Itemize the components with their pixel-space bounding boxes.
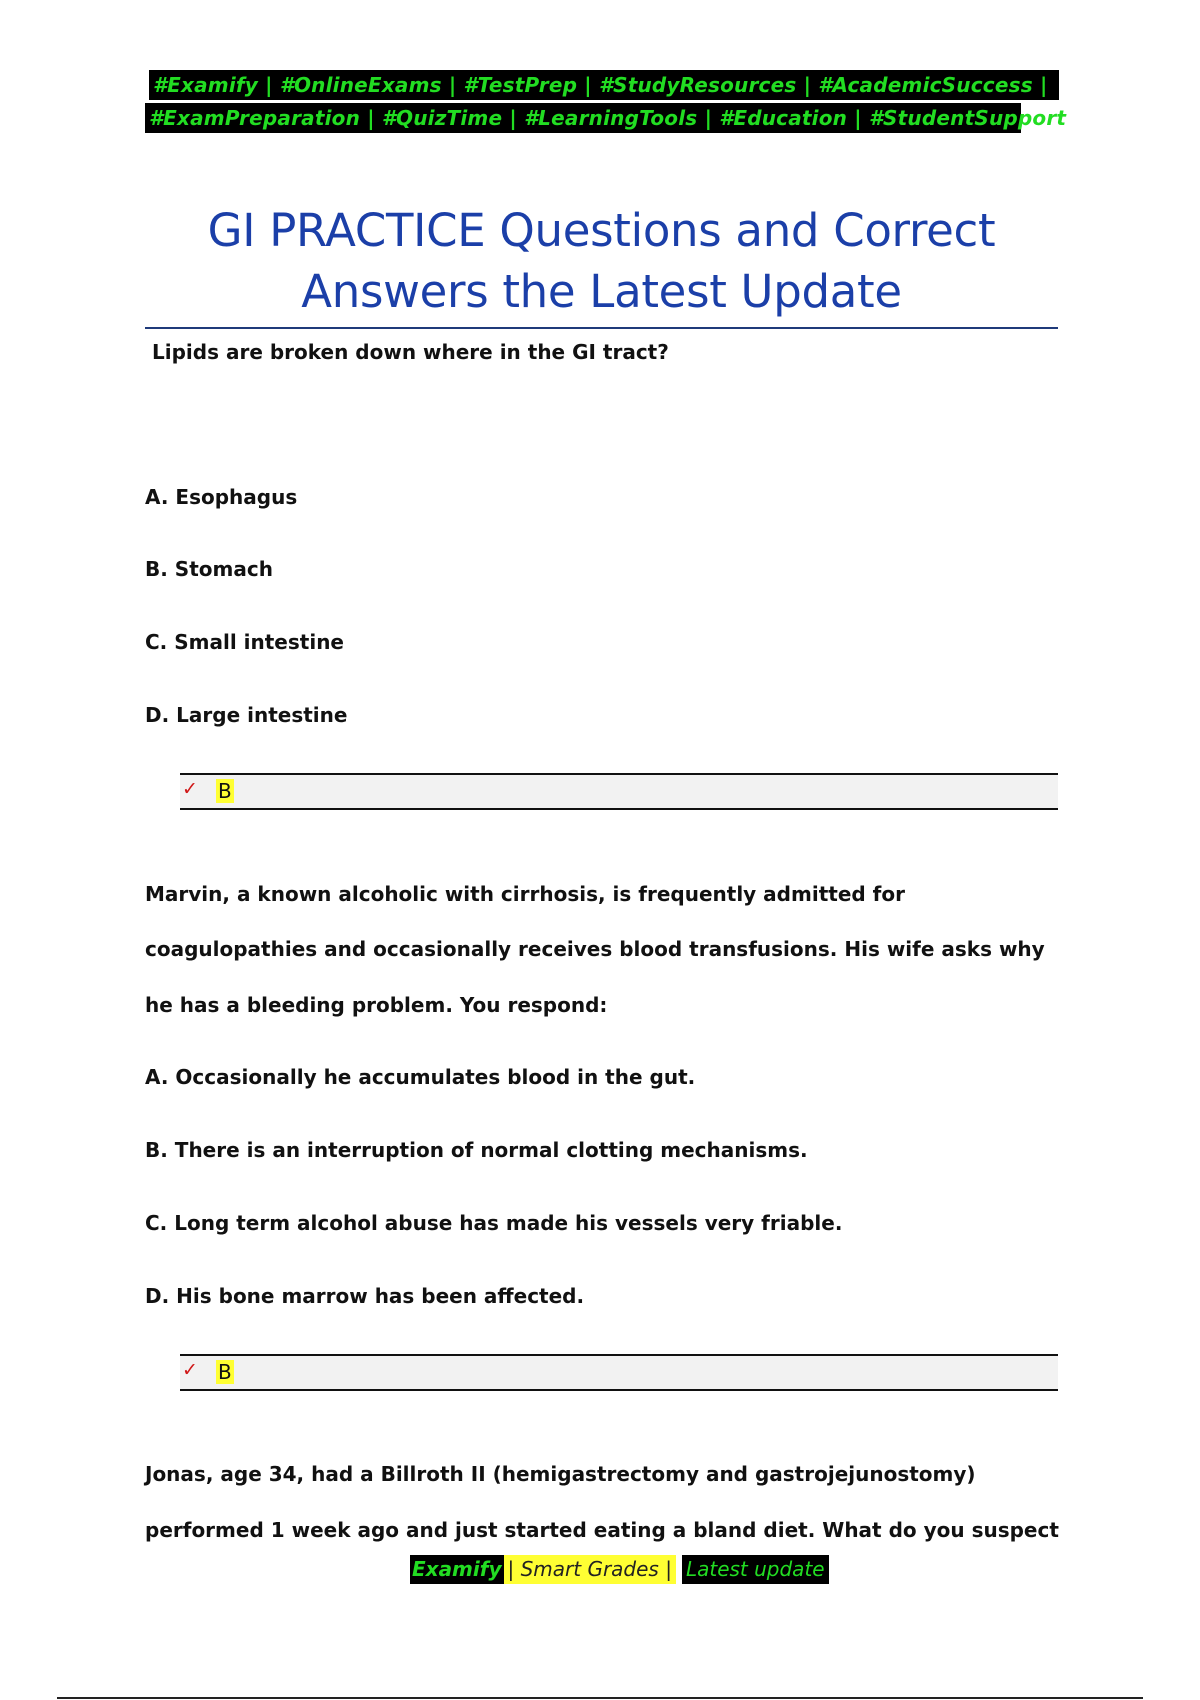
question-2-answer: B [218, 1360, 232, 1384]
title-line-2: Answers the Latest Update [301, 265, 902, 318]
question-2-option-a: A. Occasionally he accumulates blood in the gut. [145, 1065, 696, 1089]
footer-latest-update: Latest update [682, 1555, 829, 1584]
question-2-answer-box [180, 1354, 1058, 1391]
page-bottom-rule [57, 1697, 1143, 1699]
question-3-text-line-1: Jonas, age 34, had a Billroth II (hemigastrectomy and gastrojejunostomy) [145, 1462, 976, 1486]
title-divider [145, 327, 1058, 329]
question-1-option-d: D. Large intestine [145, 703, 348, 727]
question-1-answer: B [218, 779, 232, 803]
hashtag-line-2: #ExamPreparation | #QuizTime | #LearningTools | #Education | #StudentSupport [145, 103, 1021, 133]
question-2-text-line-3: he has a bleeding problem. You respond: [145, 993, 608, 1017]
page-footer [410, 1555, 829, 1584]
checkmark-icon: ✓ [182, 1359, 198, 1381]
question-1-option-a: A. Esophagus [145, 485, 298, 509]
title-line-1: GI PRACTICE Questions and Correct [207, 204, 996, 257]
question-2-option-c: C. Long term alcohol abuse has made his vessels very friable. [145, 1211, 843, 1235]
footer-smart-grades: | Smart Grades | [504, 1555, 676, 1584]
question-2-option-b: B. There is an interruption of normal clotting mechanisms. [145, 1138, 808, 1162]
question-2-text-line-1: Marvin, a known alcoholic with cirrhosis, is frequently admitted for [145, 882, 905, 906]
hashtag-line-1: #Examify | #OnlineExams | #TestPrep | #StudyResources | #AcademicSuccess | [149, 70, 1059, 100]
question-3-text-line-2: performed 1 week ago and just started eating a bland diet. What do you suspect [145, 1518, 1059, 1542]
question-1-answer-box [180, 773, 1058, 810]
question-2-option-d: D. His bone marrow has been affected. [145, 1284, 585, 1308]
question-1-option-b: B. Stomach [145, 557, 273, 581]
question-2-text-line-2: coagulopathies and occasionally receives blood transfusions. His wife asks why [145, 937, 1045, 961]
checkmark-icon: ✓ [182, 778, 198, 800]
question-1-text: Lipids are broken down where in the GI tract? [152, 340, 669, 364]
footer-examify: Examify [410, 1555, 504, 1584]
page-title [145, 200, 1058, 322]
question-1-option-c: C. Small intestine [145, 630, 344, 654]
